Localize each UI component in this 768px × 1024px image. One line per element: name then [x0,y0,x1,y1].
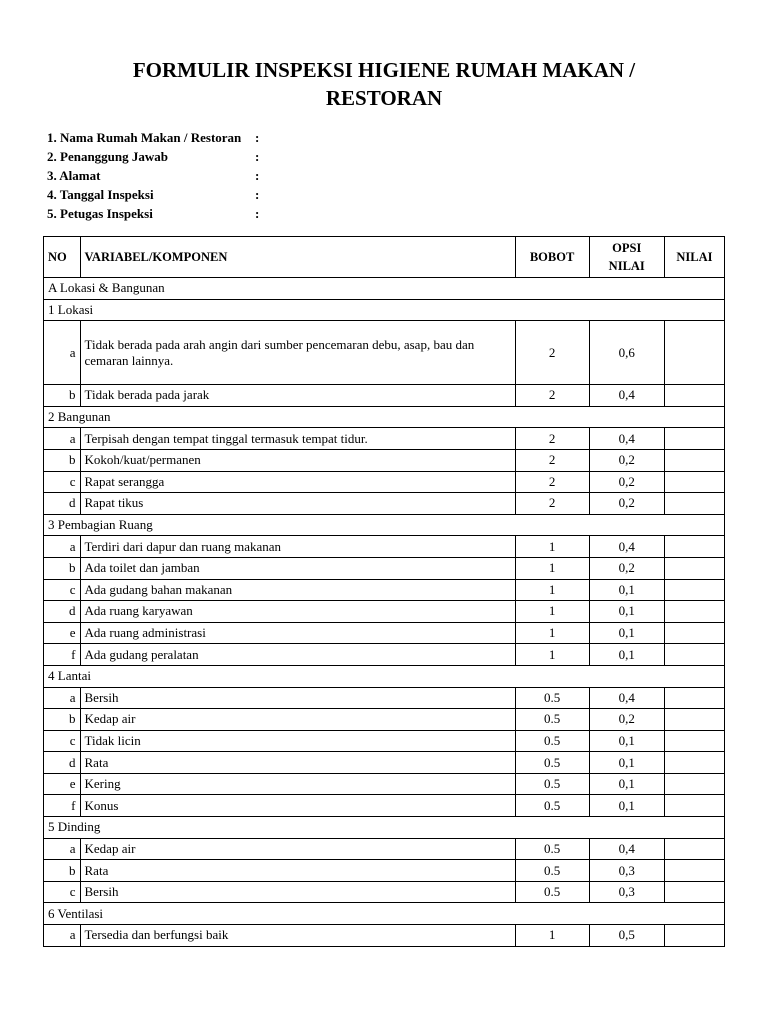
info-colon: : [255,130,260,145]
info-tanggal-inspeksi [47,185,347,204]
table-row [44,557,725,579]
table-row [44,493,725,515]
header-variabel: VARIABEL/KOMPONEN [80,237,515,278]
row-opsi: 0,1 [589,752,664,774]
row-variabel: Terpisah dengan tempat tinggal termasuk tempat tidur. [80,428,515,450]
row-nilai-cell[interactable] [664,687,724,709]
table-row [44,579,725,601]
section-bangunan: 2 Bangunan [44,406,725,428]
row-no: c [44,579,81,601]
row-bobot: 0.5 [515,860,589,882]
section-dinding: 5 Dinding [44,817,725,839]
row-opsi: 0,1 [589,795,664,817]
row-no: f [44,644,81,666]
row-bobot: 1 [515,579,589,601]
row-no: b [44,860,81,882]
row-no: a [44,428,81,450]
form-title [0,56,768,112]
row-opsi: 0,4 [589,385,664,407]
row-bobot: 1 [515,557,589,579]
row-opsi: 0,1 [589,579,664,601]
section-lokasi: 1 Lokasi [44,299,725,321]
row-bobot: 0.5 [515,881,589,903]
section-row [44,406,725,428]
info-colon: : [255,149,260,164]
inspection-table [43,236,725,947]
info-label: 2. Penanggung Jawab [47,149,168,164]
row-opsi: 0,5 [589,925,664,947]
row-opsi: 0,2 [589,557,664,579]
row-bobot: 2 [515,321,589,385]
row-no: c [44,881,81,903]
info-block [47,128,347,223]
row-bobot: 2 [515,449,589,471]
table-row [44,730,725,752]
row-bobot: 0.5 [515,752,589,774]
info-label: 5. Petugas Inspeksi [47,206,153,221]
row-opsi: 0,4 [589,428,664,450]
row-variabel: Ada ruang karyawan [80,601,515,623]
row-bobot: 1 [515,925,589,947]
info-label: 3. Alamat [47,168,101,183]
row-no: a [44,687,81,709]
table-row [44,601,725,623]
row-no: a [44,838,81,860]
row-bobot: 0.5 [515,730,589,752]
row-no: e [44,773,81,795]
section-row [44,299,725,321]
row-variabel: Rapat serangga [80,471,515,493]
info-label: 4. Tanggal Inspeksi [47,187,154,202]
row-nilai-cell[interactable] [664,925,724,947]
section-lokasi-bangunan: A Lokasi & Bangunan [44,278,725,300]
row-variabel: Rata [80,752,515,774]
table-row [44,860,725,882]
row-opsi: 0,2 [589,471,664,493]
section-ventilasi: 6 Ventilasi [44,903,725,925]
row-nilai-cell[interactable] [664,449,724,471]
row-nilai-cell[interactable] [664,730,724,752]
table-row [44,838,725,860]
info-colon: : [255,206,260,221]
row-nilai-cell[interactable] [664,622,724,644]
row-no: c [44,471,81,493]
row-bobot: 2 [515,428,589,450]
table-row [44,471,725,493]
table-row [44,773,725,795]
row-variabel: Rata [80,860,515,882]
info-alamat [47,166,347,185]
info-petugas-inspeksi [47,204,347,223]
section-row [44,278,725,300]
section-row [44,903,725,925]
info-colon: : [255,187,260,202]
table-row [44,536,725,558]
row-nilai-cell[interactable] [664,881,724,903]
info-nama-rumah-makan [47,128,347,147]
row-nilai-cell[interactable] [664,557,724,579]
row-variabel: Ada gudang peralatan [80,644,515,666]
row-no: d [44,601,81,623]
row-bobot: 0.5 [515,838,589,860]
row-nilai-cell[interactable] [664,428,724,450]
row-no: a [44,321,81,385]
table-row [44,644,725,666]
section-row [44,665,725,687]
row-opsi: 0,1 [589,773,664,795]
row-no: b [44,385,81,407]
table-row [44,428,725,450]
row-nilai-cell[interactable] [664,838,724,860]
table-row [44,881,725,903]
row-no: b [44,449,81,471]
row-no: a [44,536,81,558]
row-no: e [44,622,81,644]
row-bobot: 1 [515,622,589,644]
row-opsi: 0,1 [589,644,664,666]
row-variabel: Ada ruang administrasi [80,622,515,644]
row-bobot: 2 [515,471,589,493]
section-row [44,514,725,536]
table-row [44,925,725,947]
table-row [44,687,725,709]
row-opsi: 0,2 [589,493,664,515]
form-title-line1: FORMULIR INSPEKSI HIGIENE RUMAH MAKAN / [132,58,636,82]
row-bobot: 2 [515,493,589,515]
row-nilai-cell[interactable] [664,579,724,601]
row-nilai-cell[interactable] [664,493,724,515]
info-penanggung-jawab [47,147,347,166]
row-bobot: 2 [515,385,589,407]
row-no: d [44,752,81,774]
row-nilai-cell[interactable] [664,321,724,385]
form-title-line2: RESTORAN [325,86,443,110]
row-nilai-cell[interactable] [664,385,724,407]
row-variabel: Tidak licin [80,730,515,752]
row-variabel: Terdiri dari dapur dan ruang makanan [80,536,515,558]
info-label: 1. Nama Rumah Makan / Restoran [47,130,242,145]
row-variabel: Bersih [80,687,515,709]
table-header-row [44,237,725,278]
section-pembagian-ruang: 3 Pembagian Ruang [44,514,725,536]
row-no: b [44,709,81,731]
row-bobot: 0.5 [515,709,589,731]
table-row [44,752,725,774]
row-bobot: 1 [515,536,589,558]
table-row [44,622,725,644]
row-nilai-cell[interactable] [664,601,724,623]
row-nilai-cell[interactable] [664,709,724,731]
row-bobot: 0.5 [515,687,589,709]
row-variabel: Rapat tikus [80,493,515,515]
row-variabel: Kering [80,773,515,795]
row-no: d [44,493,81,515]
row-nilai-cell[interactable] [664,860,724,882]
row-nilai-cell[interactable] [664,752,724,774]
row-opsi: 0,6 [589,321,664,385]
row-nilai-cell[interactable] [664,773,724,795]
row-opsi: 0,3 [589,860,664,882]
row-bobot: 0.5 [515,773,589,795]
row-opsi: 0,4 [589,687,664,709]
row-variabel: Kedap air [80,709,515,731]
row-bobot: 0.5 [515,795,589,817]
table-row [44,449,725,471]
row-bobot: 1 [515,644,589,666]
row-variabel: Kokoh/kuat/permanen [80,449,515,471]
row-variabel: Tidak berada pada arah angin dari sumber pencemaran debu, asap, bau dan cemaran lainnya. [80,321,515,385]
table-row [44,385,725,407]
row-nilai-cell[interactable] [664,644,724,666]
row-variabel: Tersedia dan berfungsi baik [80,925,515,947]
row-opsi: 0,2 [589,449,664,471]
row-bobot: 1 [515,601,589,623]
row-opsi: 0,2 [589,709,664,731]
section-row [44,817,725,839]
header-opsi-nilai: OPSI NILAI [589,237,664,278]
row-variabel: Ada gudang bahan makanan [80,579,515,601]
row-opsi: 0,4 [589,536,664,558]
header-nilai: NILAI [664,237,724,278]
row-nilai-cell[interactable] [664,471,724,493]
row-variabel: Tidak berada pada jarak [80,385,515,407]
row-opsi: 0,4 [589,838,664,860]
section-lantai: 4 Lantai [44,665,725,687]
row-nilai-cell[interactable] [664,536,724,558]
row-opsi: 0,3 [589,881,664,903]
row-variabel: Ada toilet dan jamban [80,557,515,579]
row-variabel: Bersih [80,881,515,903]
row-opsi: 0,1 [589,730,664,752]
header-bobot: BOBOT [515,237,589,278]
info-colon: : [255,168,260,183]
row-variabel: Konus [80,795,515,817]
table-row [44,709,725,731]
header-no: NO [44,237,81,278]
row-no: a [44,925,81,947]
row-opsi: 0,1 [589,622,664,644]
table-row [44,795,725,817]
row-nilai-cell[interactable] [664,795,724,817]
table-row [44,321,725,385]
row-opsi: 0,1 [589,601,664,623]
row-no: f [44,795,81,817]
row-no: b [44,557,81,579]
row-variabel: Kedap air [80,838,515,860]
row-no: c [44,730,81,752]
